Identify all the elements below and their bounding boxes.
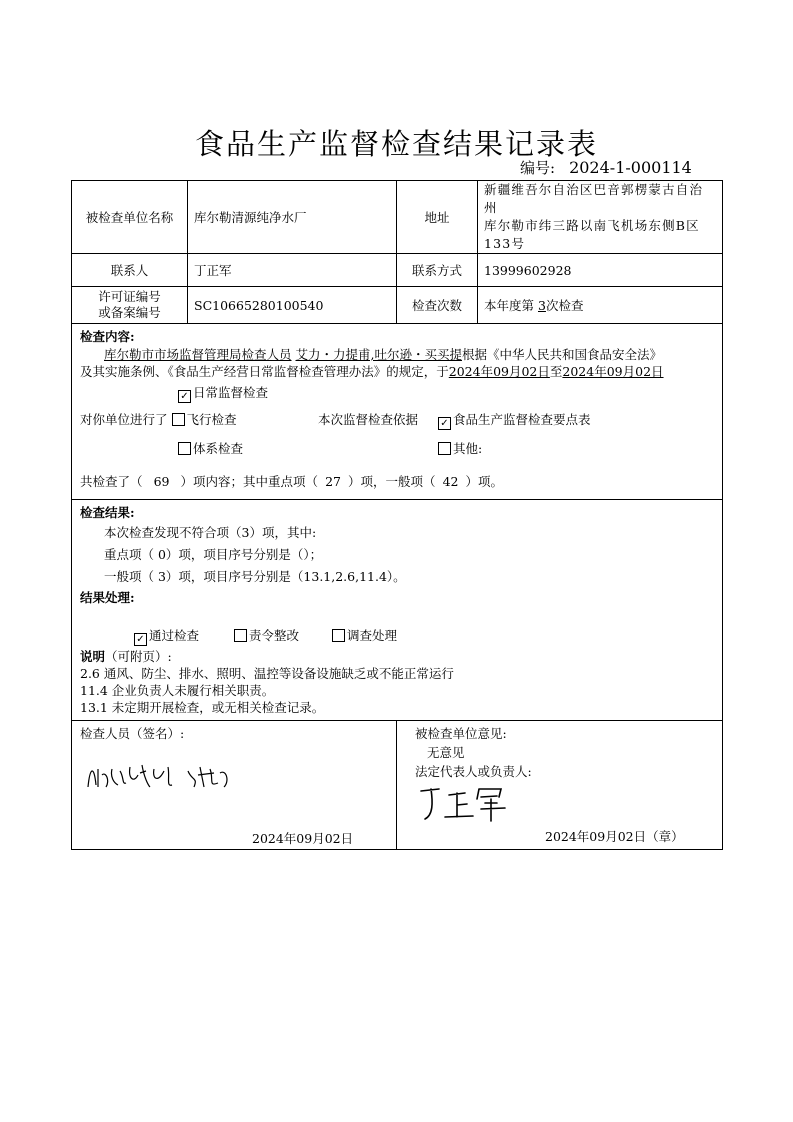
unit-sign-cell (397, 721, 723, 850)
content-line-1 (80, 346, 714, 363)
opt-pass (134, 624, 199, 648)
content-line-2 (80, 363, 714, 380)
row-license (72, 287, 723, 324)
inspector-date: 2024年09月02日 (252, 831, 354, 846)
inspector-signature (80, 747, 240, 797)
opt-basis (438, 406, 591, 434)
checkbox-basis[interactable]: ✓ (438, 417, 451, 430)
result-line-2: 重点项（ 0）项，项目序号分别是（）； (104, 547, 323, 562)
license-value: SC10665280100540 (188, 287, 397, 324)
opt-other (438, 434, 482, 464)
total-count: 69 (153, 474, 170, 489)
key-count: 27 (325, 474, 341, 489)
notes-heading (80, 648, 714, 665)
unit-value: 库尔勒清源纯净水厂 (188, 181, 397, 254)
license-label-line: 许可证编号 (98, 289, 161, 304)
result-line-1: 本次检查发现不符合项（3）项，其中: (104, 525, 317, 540)
opt-flight-label: 飞行检查 (186, 412, 237, 427)
serial-label: 编号: (520, 159, 556, 177)
times-prefix: 本年度第 (484, 298, 535, 313)
legal-label: 法定代表人或负责人: (415, 764, 532, 779)
opt-system (178, 434, 243, 464)
address-label: 地址 (397, 181, 478, 254)
notes-title: 说明 (80, 649, 106, 664)
opt-daily (80, 380, 714, 406)
record-table (71, 180, 723, 850)
notes-suffix: （可附页）: (105, 649, 172, 664)
times-number: 3 (538, 298, 546, 313)
content-block (72, 324, 723, 500)
address-line: 新疆维吾尔自治区巴音郭楞蒙古自治州 (484, 182, 704, 215)
times-value (478, 287, 723, 324)
address-line: 库尔勒市纬三路以南飞机场东侧B区 (484, 218, 700, 233)
times-suffix: 次检查 (545, 298, 584, 313)
row-content (72, 324, 723, 500)
to-text: 至 (549, 364, 563, 379)
row-result (72, 500, 723, 721)
result-block (72, 500, 723, 721)
row-unit (72, 181, 723, 254)
opt-row-3 (80, 434, 714, 464)
note-item: 2.6 通风、防尘、排水、照明、温控等设备设施缺乏或不能正常运行 (80, 666, 454, 681)
inspection-agency: 库尔勒市市场监督管理局检查人员 (104, 347, 292, 362)
opinion-label: 被检查单位意见: (415, 726, 507, 741)
phone-value: 13999602928 (478, 254, 723, 287)
contact-value: 丁正军 (188, 254, 397, 287)
basis-label: 本次监督检查依据 (318, 412, 419, 427)
summary-text: ）项，一般项（ (348, 474, 436, 489)
summary-text: ）项。 (465, 474, 504, 489)
opt-investigate (332, 624, 397, 648)
checkbox-flight[interactable] (172, 413, 185, 426)
checkbox-rectify[interactable] (234, 629, 247, 642)
phone-label: 联系方式 (397, 254, 478, 287)
opt-system-label: 体系检查 (193, 441, 244, 456)
date-from: 2024年09月02日 (448, 364, 550, 379)
to-unit-text: 对你单位进行了 (80, 412, 168, 427)
process-heading: 结果处理: (80, 590, 135, 605)
checkbox-pass[interactable]: ✓ (134, 633, 147, 646)
opt-other-label: 其他: (453, 441, 483, 456)
inspector-sign-cell (72, 721, 397, 850)
inspector-label: 检查人员（签名）: (80, 726, 185, 741)
note-item: 11.4 企业负责人未履行相关职责。 (80, 683, 275, 698)
opt-rectify (234, 624, 299, 648)
row-sign (72, 721, 723, 850)
general-count: 42 (442, 474, 459, 489)
summary-line (80, 472, 714, 491)
summary-text: 共检查了（ (80, 474, 143, 489)
basis-law: 根据《中华人民共和国食品安全法》 (461, 347, 662, 362)
opinion-value: 无意见 (427, 745, 465, 760)
content-heading: 检查内容: (80, 329, 135, 344)
result-heading: 检查结果: (80, 505, 135, 520)
serial-value: 2024-1-000114 (569, 158, 692, 177)
row-contact (72, 254, 723, 287)
opt-daily-label: 日常监督检查 (193, 385, 269, 400)
times-label: 检查次数 (397, 287, 478, 324)
opt-basis-label: 食品生产监督检查要点表 (453, 412, 591, 427)
opt-rectify-label: 责令整改 (249, 628, 300, 643)
address-line: 133号 (484, 236, 526, 251)
date-to: 2024年09月02日 (562, 364, 664, 379)
legal-signature (415, 781, 525, 825)
unit-label: 被检查单位名称 (72, 181, 188, 254)
license-label-line: 或备案编号 (98, 305, 161, 320)
summary-text: ）项内容；其中重点项（ (180, 474, 319, 489)
content-text: 及其实施条例、《食品生产经营日常监督检查管理办法》的规定，于 (80, 364, 449, 379)
license-label (72, 287, 188, 324)
note-item: 13.1 未定期开展检查，或无相关检查记录。 (80, 700, 325, 715)
opt-pass-label: 通过检查 (149, 628, 200, 643)
serial-number (520, 157, 692, 178)
opt-investigate-label: 调查处理 (347, 628, 398, 643)
checkbox-daily[interactable]: ✓ (178, 390, 191, 403)
checkbox-investigate[interactable] (332, 629, 345, 642)
inspector-names: 艾力・力提甫,吐尔逊・买买提 (295, 347, 462, 362)
checkbox-other[interactable] (438, 442, 451, 455)
checkbox-system[interactable] (178, 442, 191, 455)
unit-date: 2024年09月02日（章） (545, 829, 684, 844)
page-title: 食品生产监督检查结果记录表 (194, 127, 598, 161)
process-options (80, 624, 714, 648)
contact-label: 联系人 (72, 254, 188, 287)
address-value (478, 181, 723, 254)
opt-row-2 (80, 406, 714, 434)
result-line-3: 一般项（ 3）项，项目序号分别是（13.1,2.6,11.4）。 (104, 569, 406, 584)
